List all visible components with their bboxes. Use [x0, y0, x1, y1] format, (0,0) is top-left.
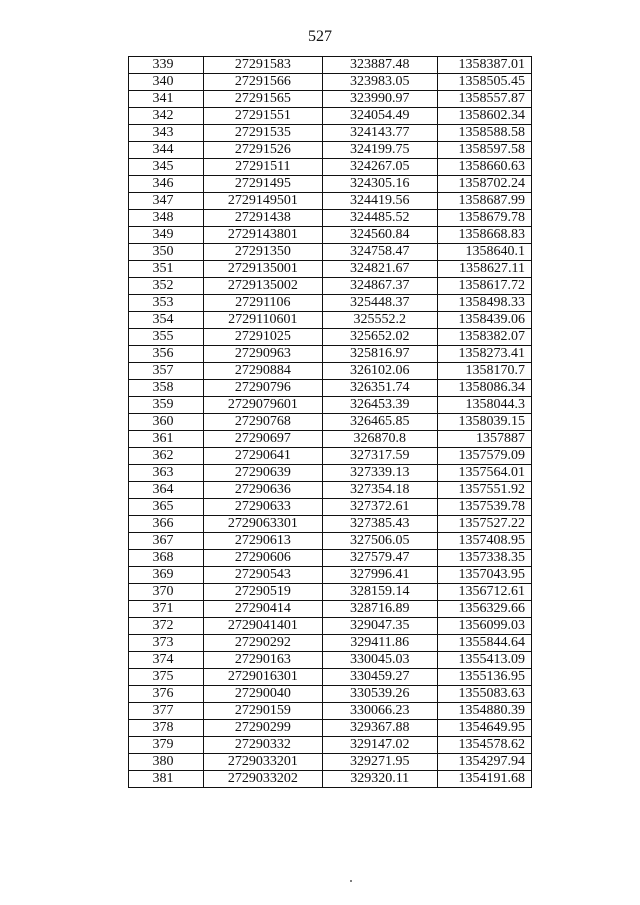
table-row [129, 125, 532, 142]
y-coordinate-cell: 1357527.22 [437, 516, 531, 533]
row-number-cell: 340 [129, 74, 204, 91]
point-id-cell: 27290633 [204, 499, 322, 516]
row-number-cell: 381 [129, 771, 204, 788]
point-id-cell: 2729063301 [204, 516, 322, 533]
x-coordinate-cell: 325448.37 [322, 295, 437, 312]
y-coordinate-cell: 1358273.41 [437, 346, 531, 363]
y-coordinate-cell: 1356099.03 [437, 618, 531, 635]
row-number-cell: 375 [129, 669, 204, 686]
x-coordinate-cell: 329411.86 [322, 635, 437, 652]
x-coordinate-cell: 324199.75 [322, 142, 437, 159]
table-row [129, 618, 532, 635]
table-row [129, 686, 532, 703]
table-row [129, 737, 532, 754]
table-row [129, 414, 532, 431]
point-id-cell: 2729041401 [204, 618, 322, 635]
point-id-cell: 27290697 [204, 431, 322, 448]
table-row [129, 57, 532, 74]
row-number-cell: 380 [129, 754, 204, 771]
y-coordinate-cell: 1358597.58 [437, 142, 531, 159]
x-coordinate-cell: 323990.97 [322, 91, 437, 108]
point-id-cell: 27290414 [204, 601, 322, 618]
point-id-cell: 27291106 [204, 295, 322, 312]
table-row [129, 499, 532, 516]
x-coordinate-cell: 327996.41 [322, 567, 437, 584]
x-coordinate-cell: 324560.84 [322, 227, 437, 244]
row-number-cell: 348 [129, 210, 204, 227]
y-coordinate-cell: 1354649.95 [437, 720, 531, 737]
x-coordinate-cell: 323983.05 [322, 74, 437, 91]
point-id-cell: 27290040 [204, 686, 322, 703]
table-row [129, 108, 532, 125]
row-number-cell: 350 [129, 244, 204, 261]
point-id-cell: 27290641 [204, 448, 322, 465]
point-id-cell: 27291495 [204, 176, 322, 193]
x-coordinate-cell: 330066.23 [322, 703, 437, 720]
row-number-cell: 358 [129, 380, 204, 397]
y-coordinate-cell: 1358668.83 [437, 227, 531, 244]
point-id-cell: 27290639 [204, 465, 322, 482]
y-coordinate-cell: 1354191.68 [437, 771, 531, 788]
point-id-cell: 27290613 [204, 533, 322, 550]
row-number-cell: 373 [129, 635, 204, 652]
row-number-cell: 347 [129, 193, 204, 210]
x-coordinate-cell: 324867.37 [322, 278, 437, 295]
table-row [129, 244, 532, 261]
x-coordinate-cell: 327385.43 [322, 516, 437, 533]
x-coordinate-cell: 326351.74 [322, 380, 437, 397]
row-number-cell: 378 [129, 720, 204, 737]
point-id-cell: 27291535 [204, 125, 322, 142]
table-row [129, 142, 532, 159]
point-id-cell: 2729110601 [204, 312, 322, 329]
table-row [129, 312, 532, 329]
x-coordinate-cell: 324054.49 [322, 108, 437, 125]
x-coordinate-cell: 327372.61 [322, 499, 437, 516]
y-coordinate-cell: 1358588.58 [437, 125, 531, 142]
x-coordinate-cell: 326102.06 [322, 363, 437, 380]
table-row [129, 465, 532, 482]
x-coordinate-cell: 327339.13 [322, 465, 437, 482]
x-coordinate-cell: 324419.56 [322, 193, 437, 210]
y-coordinate-cell: 1354297.94 [437, 754, 531, 771]
row-number-cell: 352 [129, 278, 204, 295]
point-id-cell: 27290519 [204, 584, 322, 601]
x-coordinate-cell: 324267.05 [322, 159, 437, 176]
table-row [129, 380, 532, 397]
row-number-cell: 354 [129, 312, 204, 329]
row-number-cell: 371 [129, 601, 204, 618]
point-id-cell: 27291438 [204, 210, 322, 227]
row-number-cell: 369 [129, 567, 204, 584]
table-row [129, 210, 532, 227]
row-number-cell: 379 [129, 737, 204, 754]
point-id-cell: 27290163 [204, 652, 322, 669]
point-id-cell: 27291566 [204, 74, 322, 91]
y-coordinate-cell: 1358086.34 [437, 380, 531, 397]
table-row [129, 754, 532, 771]
y-coordinate-cell: 1355083.63 [437, 686, 531, 703]
x-coordinate-cell: 324821.67 [322, 261, 437, 278]
y-coordinate-cell: 1358044.3 [437, 397, 531, 414]
x-coordinate-cell: 327506.05 [322, 533, 437, 550]
point-id-cell: 27290796 [204, 380, 322, 397]
table-row [129, 601, 532, 618]
x-coordinate-cell: 329047.35 [322, 618, 437, 635]
x-coordinate-cell: 324758.47 [322, 244, 437, 261]
row-number-cell: 370 [129, 584, 204, 601]
point-id-cell: 27290292 [204, 635, 322, 652]
x-coordinate-cell: 330045.03 [322, 652, 437, 669]
x-coordinate-cell: 329271.95 [322, 754, 437, 771]
row-number-cell: 362 [129, 448, 204, 465]
x-coordinate-cell: 325552.2 [322, 312, 437, 329]
row-number-cell: 368 [129, 550, 204, 567]
y-coordinate-cell: 1357539.78 [437, 499, 531, 516]
row-number-cell: 344 [129, 142, 204, 159]
x-coordinate-cell: 326453.39 [322, 397, 437, 414]
point-id-cell: 27290768 [204, 414, 322, 431]
y-coordinate-cell: 1354880.39 [437, 703, 531, 720]
y-coordinate-cell: 1357564.01 [437, 465, 531, 482]
table-row [129, 431, 532, 448]
row-number-cell: 365 [129, 499, 204, 516]
x-coordinate-cell: 329147.02 [322, 737, 437, 754]
table-row [129, 567, 532, 584]
row-number-cell: 339 [129, 57, 204, 74]
x-coordinate-cell: 324143.77 [322, 125, 437, 142]
table-row [129, 193, 532, 210]
point-id-cell: 2729016301 [204, 669, 322, 686]
row-number-cell: 361 [129, 431, 204, 448]
row-number-cell: 367 [129, 533, 204, 550]
y-coordinate-cell: 1358382.07 [437, 329, 531, 346]
point-id-cell: 27291565 [204, 91, 322, 108]
y-coordinate-cell: 1358170.7 [437, 363, 531, 380]
y-coordinate-cell: 1358702.24 [437, 176, 531, 193]
row-number-cell: 345 [129, 159, 204, 176]
row-number-cell: 359 [129, 397, 204, 414]
table-row [129, 74, 532, 91]
table-row [129, 771, 532, 788]
point-id-cell: 27290963 [204, 346, 322, 363]
row-number-cell: 377 [129, 703, 204, 720]
point-id-cell: 27291526 [204, 142, 322, 159]
x-coordinate-cell: 330539.26 [322, 686, 437, 703]
y-coordinate-cell: 1358640.1 [437, 244, 531, 261]
y-coordinate-cell: 1355136.95 [437, 669, 531, 686]
x-coordinate-cell: 324485.52 [322, 210, 437, 227]
y-coordinate-cell: 1358498.33 [437, 295, 531, 312]
y-coordinate-cell: 1357579.09 [437, 448, 531, 465]
y-coordinate-cell: 1357408.95 [437, 533, 531, 550]
point-id-cell: 2729033202 [204, 771, 322, 788]
point-id-cell: 2729143801 [204, 227, 322, 244]
x-coordinate-cell: 328716.89 [322, 601, 437, 618]
table-row [129, 159, 532, 176]
y-coordinate-cell: 1358627.11 [437, 261, 531, 278]
row-number-cell: 356 [129, 346, 204, 363]
table-row [129, 516, 532, 533]
point-id-cell: 2729033201 [204, 754, 322, 771]
row-number-cell: 355 [129, 329, 204, 346]
table-row [129, 346, 532, 363]
y-coordinate-cell: 1357043.95 [437, 567, 531, 584]
y-coordinate-cell: 1355844.64 [437, 635, 531, 652]
y-coordinate-cell: 1358439.06 [437, 312, 531, 329]
point-id-cell: 2729149501 [204, 193, 322, 210]
y-coordinate-cell: 1356712.61 [437, 584, 531, 601]
row-number-cell: 374 [129, 652, 204, 669]
row-number-cell: 357 [129, 363, 204, 380]
y-coordinate-cell: 1358660.63 [437, 159, 531, 176]
table-row [129, 669, 532, 686]
row-number-cell: 372 [129, 618, 204, 635]
row-number-cell: 343 [129, 125, 204, 142]
y-coordinate-cell: 1357551.92 [437, 482, 531, 499]
coordinates-table [128, 56, 532, 788]
table-row [129, 176, 532, 193]
row-number-cell: 363 [129, 465, 204, 482]
y-coordinate-cell: 1354578.62 [437, 737, 531, 754]
x-coordinate-cell: 326870.8 [322, 431, 437, 448]
x-coordinate-cell: 324305.16 [322, 176, 437, 193]
row-number-cell: 342 [129, 108, 204, 125]
row-number-cell: 376 [129, 686, 204, 703]
table-row [129, 482, 532, 499]
table-row [129, 703, 532, 720]
table-row [129, 720, 532, 737]
table-body [129, 57, 532, 788]
y-coordinate-cell: 1357338.35 [437, 550, 531, 567]
y-coordinate-cell: 1358387.01 [437, 57, 531, 74]
point-id-cell: 27291350 [204, 244, 322, 261]
table-row [129, 227, 532, 244]
table-row [129, 329, 532, 346]
x-coordinate-cell: 329320.11 [322, 771, 437, 788]
row-number-cell: 351 [129, 261, 204, 278]
point-id-cell: 27291511 [204, 159, 322, 176]
y-coordinate-cell: 1358687.99 [437, 193, 531, 210]
table-row [129, 261, 532, 278]
x-coordinate-cell: 328159.14 [322, 584, 437, 601]
point-id-cell: 2729079601 [204, 397, 322, 414]
point-id-cell: 27290543 [204, 567, 322, 584]
table-row [129, 584, 532, 601]
y-coordinate-cell: 1358617.72 [437, 278, 531, 295]
table-row [129, 91, 532, 108]
point-id-cell: 27290606 [204, 550, 322, 567]
row-number-cell: 366 [129, 516, 204, 533]
y-coordinate-cell: 1356329.66 [437, 601, 531, 618]
x-coordinate-cell: 327579.47 [322, 550, 437, 567]
table-row [129, 448, 532, 465]
x-coordinate-cell: 323887.48 [322, 57, 437, 74]
y-coordinate-cell: 1358602.34 [437, 108, 531, 125]
point-id-cell: 27291551 [204, 108, 322, 125]
point-id-cell: 2729135001 [204, 261, 322, 278]
x-coordinate-cell: 327354.18 [322, 482, 437, 499]
point-id-cell: 27290159 [204, 703, 322, 720]
table-row [129, 652, 532, 669]
y-coordinate-cell: 1358039.15 [437, 414, 531, 431]
row-number-cell: 349 [129, 227, 204, 244]
table-row [129, 550, 532, 567]
y-coordinate-cell: 1358679.78 [437, 210, 531, 227]
x-coordinate-cell: 330459.27 [322, 669, 437, 686]
y-coordinate-cell: 1358505.45 [437, 74, 531, 91]
table-row [129, 397, 532, 414]
y-coordinate-cell: 1358557.87 [437, 91, 531, 108]
x-coordinate-cell: 327317.59 [322, 448, 437, 465]
point-id-cell: 27290884 [204, 363, 322, 380]
point-id-cell: 27291583 [204, 57, 322, 74]
x-coordinate-cell: 325652.02 [322, 329, 437, 346]
table-row [129, 635, 532, 652]
point-id-cell: 27290332 [204, 737, 322, 754]
x-coordinate-cell: 326465.85 [322, 414, 437, 431]
y-coordinate-cell: 1355413.09 [437, 652, 531, 669]
row-number-cell: 341 [129, 91, 204, 108]
row-number-cell: 360 [129, 414, 204, 431]
point-id-cell: 27291025 [204, 329, 322, 346]
x-coordinate-cell: 325816.97 [322, 346, 437, 363]
table-row [129, 363, 532, 380]
table-row [129, 278, 532, 295]
table-row [129, 533, 532, 550]
page-number: 527 [308, 28, 332, 45]
point-id-cell: 27290636 [204, 482, 322, 499]
point-id-cell: 2729135002 [204, 278, 322, 295]
table-row [129, 295, 532, 312]
x-coordinate-cell: 329367.88 [322, 720, 437, 737]
stray-dot [350, 880, 352, 882]
point-id-cell: 27290299 [204, 720, 322, 737]
row-number-cell: 346 [129, 176, 204, 193]
y-coordinate-cell: 1357887 [437, 431, 531, 448]
row-number-cell: 364 [129, 482, 204, 499]
row-number-cell: 353 [129, 295, 204, 312]
